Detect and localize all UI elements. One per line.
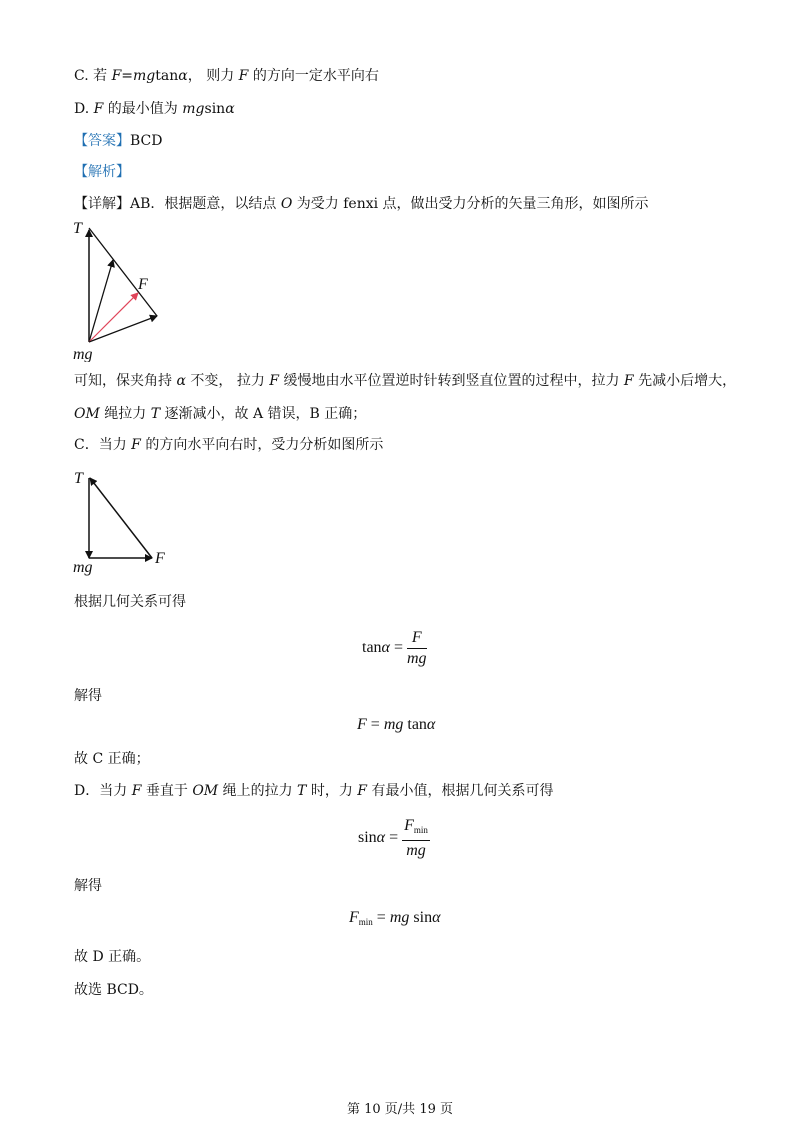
- fraction: $\frac{F}{mg}$: [406, 629, 427, 667]
- equation-1: tanα = $\frac{F}{mg}$: [362, 629, 427, 667]
- paragraph-3: C．当力 F 的方向水平向右时，受力分析如图所示: [74, 437, 384, 453]
- paragraph-9: 故 D 正确。: [74, 949, 151, 965]
- paragraph-7: D．当力 F 垂直于 OM 绳上的拉力 T 时，力 F 有最小值，根据几何关系可得: [74, 783, 554, 799]
- label-f: F: [138, 276, 148, 293]
- paragraph-4: 根据几何关系可得: [74, 594, 186, 610]
- option-d: D. F 的最小值为 mgsinα: [74, 101, 235, 117]
- paragraph-8: 解得: [74, 878, 102, 894]
- right-triangle-figure: [70, 464, 180, 580]
- label-mg: mg: [73, 346, 93, 362]
- label-t: T: [73, 220, 82, 237]
- om-rope-line: [89, 228, 157, 316]
- paragraph-2: OM 绳拉力 T 逐渐减小，故 A 错误，B 正确；: [74, 406, 367, 422]
- answer-line: [74, 131, 162, 151]
- option-c: C. 若 F=mgtanα， 则力 F 的方向一定水平向右: [74, 68, 379, 84]
- analysis-tag: 【解析】: [74, 164, 130, 180]
- vector-triangle-figure: [70, 218, 170, 362]
- t-vector: [90, 478, 152, 558]
- equation-3: sinα = $\frac{F_{min}}{mg}$: [358, 817, 428, 859]
- equation-2: F = mg tanα: [357, 716, 436, 733]
- paragraph-10: 故选 BCD。: [74, 982, 153, 998]
- force-vector-3: [89, 316, 157, 342]
- fraction: $\frac{F_{min}}{mg}$: [404, 817, 428, 859]
- answer-tag: 【答案】: [74, 133, 130, 149]
- equation-4: $F_{min}$ = mg sinα: [349, 909, 441, 927]
- detail-tag: 【详解】: [74, 196, 130, 212]
- label-f: F: [155, 550, 165, 567]
- detail-line: 【详解】AB．根据题意，以结点 O 为受力 fenxi 点，做出受力分析的矢量三角形，如图所示: [74, 196, 649, 212]
- label-mg: mg: [73, 559, 93, 576]
- label-t: T: [74, 470, 83, 487]
- paragraph-5: 解得: [74, 688, 102, 704]
- answer-value: BCD: [130, 133, 163, 149]
- page-footer: 第 10 页/共 19 页: [347, 1102, 453, 1117]
- paragraph-6: 故 C 正确；: [74, 751, 150, 767]
- paragraph-1: 可知，保夹角持 α 不变， 拉力 F 缓慢地由水平位置逆时针转到竖直位置的过程中，拉力 F 先减小后增大，: [74, 373, 737, 389]
